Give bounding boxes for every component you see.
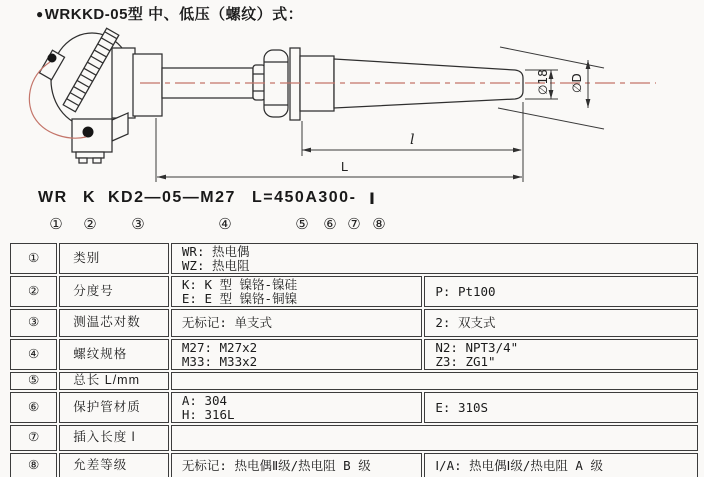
dim-label-dia18: ∅18 (536, 69, 550, 95)
value-line: P: Pt100 (435, 283, 496, 299)
value-line: K: K 型 镍铬-镍硅 (181, 277, 298, 292)
row-value-left-cell (171, 309, 422, 337)
row-value-cell (171, 243, 698, 274)
terminal-screw (83, 127, 93, 137)
head-body (112, 48, 135, 118)
gland-nut (76, 152, 104, 158)
value-line: M27: M27x2 (181, 340, 258, 355)
code-marker-1: ① (49, 216, 63, 233)
table-row (10, 372, 698, 390)
value-line: 无标记: 热电偶Ⅱ级/热电阻 B 级 (181, 458, 371, 474)
row-num-cell: ③ (10, 309, 57, 337)
code-marker-6: ⑥ (323, 216, 337, 233)
code-segment: L=450A300- (252, 189, 357, 206)
bullet-icon: ● (36, 7, 44, 21)
row-value-cell (171, 372, 698, 390)
row-num-cell: ⑥ (10, 392, 57, 423)
row-label-cell: 允差等级 (59, 453, 169, 477)
value-line: Ⅰ/A: 热电偶Ⅰ级/热电阻 A 级 (435, 458, 603, 474)
row-value-left-cell (171, 453, 422, 477)
thermocouple-diagram (0, 0, 704, 192)
row-value-left-cell (171, 276, 422, 307)
table-row (10, 392, 698, 423)
value-line: H: 316L (181, 406, 235, 422)
code-marker-4: ④ (218, 216, 232, 233)
row-num-cell: ⑦ (10, 425, 57, 451)
row-value-left-cell (171, 339, 422, 370)
row-value-right-cell (424, 453, 698, 477)
dim-label-diaD: ∅D (570, 73, 584, 93)
table-row (10, 276, 698, 307)
row-num-cell: ⑤ (10, 372, 57, 390)
flange-washer (290, 48, 300, 120)
code-marker-5: ⑤ (295, 216, 309, 233)
code-segment: KD2—05—M27 (108, 189, 236, 206)
row-label-cell: 分度号 (59, 276, 169, 307)
code-segment: K (83, 189, 97, 206)
probe-assembly (133, 48, 523, 120)
code-markers (0, 215, 704, 233)
value-line: E: E 型 镍铬-铜镍 (181, 290, 298, 306)
row-label-cell: 测温芯对数 (59, 309, 169, 337)
code-segment: WR (38, 189, 68, 206)
table-row (10, 453, 698, 477)
value-line: WR: 热电偶 (181, 244, 250, 259)
row-label-cell: 类别 (59, 243, 169, 274)
row-num-cell: ⑧ (10, 453, 57, 477)
row-value-right-cell (424, 276, 698, 307)
table-row (10, 309, 698, 337)
value-line: 2: 双支式 (435, 315, 496, 331)
row-num-cell: ④ (10, 339, 57, 370)
code-marker-3: ③ (131, 216, 145, 233)
row-value-right-cell (424, 339, 698, 370)
value-line: 无标记: 单支式 (181, 315, 272, 331)
value-line: M33: M33x2 (181, 353, 258, 369)
row-label-cell: 总长 L/mm (59, 372, 169, 390)
code-marker-7: ⑦ (347, 216, 361, 233)
row-label-cell: 插入长度 l (59, 425, 169, 451)
table-row (10, 243, 698, 274)
value-line: E: 310S (435, 399, 489, 415)
value-line: N2: NPT3/4" (435, 340, 519, 355)
value-line: A: 304 (181, 393, 228, 408)
row-value-right-cell (424, 309, 698, 337)
cap-screw (48, 54, 56, 62)
code-marker-2: ② (83, 216, 97, 233)
gland-flat-left (79, 158, 87, 163)
row-value-cell (171, 425, 698, 451)
dim-label-insert-length: l (410, 132, 415, 148)
row-value-left-cell (171, 392, 422, 423)
value-line: WZ: 热电阻 (181, 257, 250, 273)
page-title-text: WRKKD-05型 中、低压（螺纹）式： (44, 6, 304, 23)
table-row (10, 339, 698, 370)
model-code (0, 189, 704, 211)
row-label-cell: 保护管材质 (59, 392, 169, 423)
row-label-cell: 螺纹规格 (59, 339, 169, 370)
connection-head (39, 28, 135, 163)
code-segment: Ⅰ (369, 191, 377, 208)
neck (133, 54, 162, 116)
value-line: Z3: ZG1" (435, 353, 496, 369)
table-row (10, 425, 698, 451)
code-marker-8: ⑧ (372, 216, 386, 233)
spec-table (8, 241, 700, 477)
gland-flat-right (93, 158, 101, 163)
row-value-right-cell (424, 392, 698, 423)
row-num-cell: ② (10, 276, 57, 307)
row-num-cell: ① (10, 243, 57, 274)
dim-label-total-length: L (341, 159, 349, 174)
